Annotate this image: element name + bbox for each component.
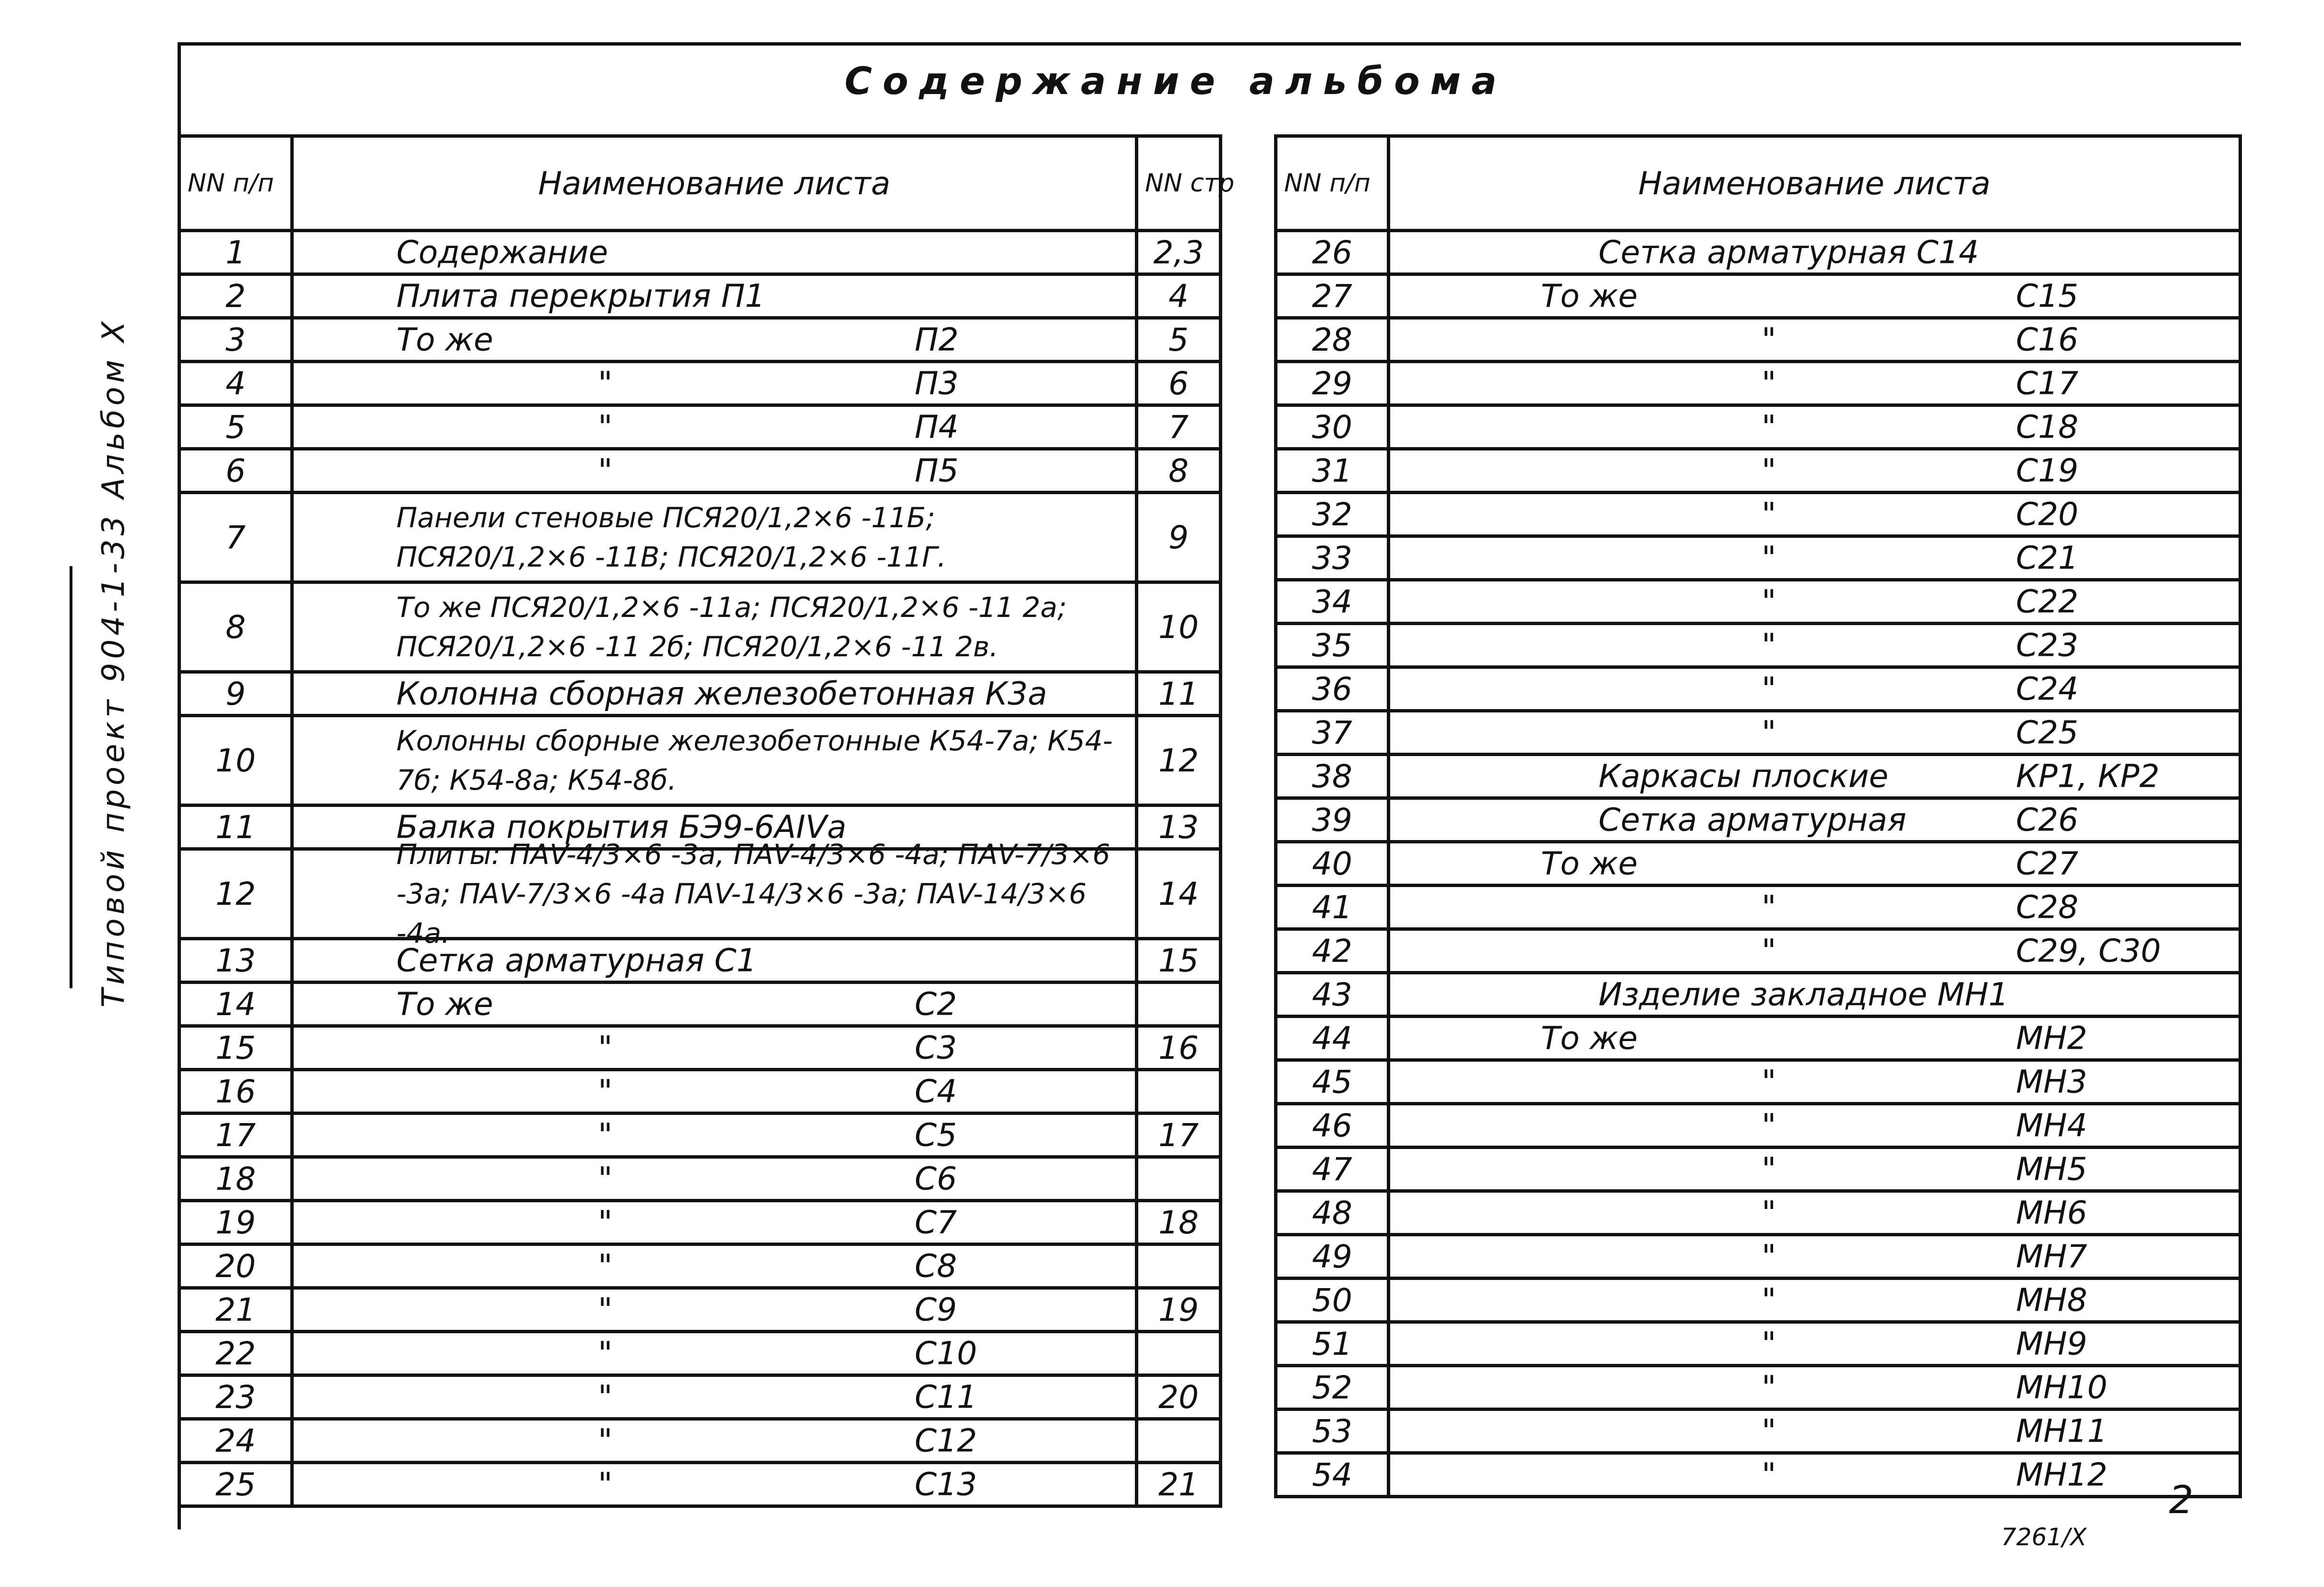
sheet-code: МН2 <box>2016 1019 2087 1057</box>
sheet-code: П3 <box>915 365 959 402</box>
table-row <box>179 983 1221 1026</box>
sheet-name: " <box>598 365 613 402</box>
sheet-code: С17 <box>2016 365 2079 402</box>
row-number: 41 <box>1276 886 1389 929</box>
sheet-code: С9 <box>915 1291 957 1328</box>
header-page: NN стр <box>1137 136 1221 231</box>
page-ref <box>1137 1332 1221 1375</box>
table-row <box>1276 973 2241 1017</box>
sheet-name: Панели стеновые ПСЯ20/1,2×6 -11Б; ПСЯ20/1,2×6 -11В; ПСЯ20/1,2×6 -11Г. <box>396 501 946 573</box>
page-ref: 2,3 <box>1137 231 1221 274</box>
page-ref: 12 <box>1137 716 1221 805</box>
album-title: Содержание альбома <box>845 60 1507 103</box>
sheet-name: " <box>1762 452 1776 489</box>
row-title <box>1389 1322 2241 1366</box>
table-row <box>179 405 1221 449</box>
sheet-name: " <box>1762 321 1776 358</box>
sheet-code: МН3 <box>2016 1063 2087 1101</box>
row-number: 23 <box>179 1375 292 1419</box>
row-number: 51 <box>1276 1322 1389 1366</box>
header-row <box>1276 136 2241 231</box>
row-number: 8 <box>179 582 292 672</box>
row-title <box>1389 449 2241 493</box>
sheet-name: " <box>1762 1325 1776 1362</box>
sheet-name: " <box>1762 932 1776 970</box>
sheet-name: " <box>598 1247 613 1285</box>
row-number: 6 <box>179 449 292 493</box>
sheet-code: С12 <box>915 1422 977 1459</box>
sheet-code: С28 <box>2016 888 2079 926</box>
row-number: 31 <box>1276 449 1389 493</box>
row-title <box>292 1201 1137 1244</box>
table-row <box>1276 274 2241 318</box>
row-title <box>292 672 1137 716</box>
page-ref: 11 <box>1137 672 1221 716</box>
row-number: 1 <box>179 231 292 274</box>
page-ref <box>1137 1157 1221 1201</box>
table-row <box>179 1201 1221 1244</box>
row-title <box>1389 405 2241 449</box>
page-ref: 10 <box>1137 582 1221 672</box>
row-title <box>1389 1366 2241 1409</box>
row-title <box>1389 1017 2241 1060</box>
sheet-code: МН8 <box>2016 1281 2087 1319</box>
sheet-code: С19 <box>2016 452 2079 489</box>
drawing-code: 7261/Х <box>2001 1523 2087 1551</box>
sheet-code: С26 <box>2016 801 2079 839</box>
row-title <box>292 1157 1137 1201</box>
row-number: 9 <box>179 672 292 716</box>
sheet-code: С22 <box>2016 583 2079 620</box>
row-title <box>292 318 1137 362</box>
row-number: 10 <box>179 716 292 805</box>
sheet-code: С27 <box>2016 845 2079 882</box>
sheet-name: " <box>598 1204 613 1241</box>
table-row <box>1276 929 2241 973</box>
sheet-name: То же <box>1541 277 1638 315</box>
sheet-name: " <box>1762 670 1776 708</box>
sheet-code: С15 <box>2016 277 2079 315</box>
sheet-code: МН6 <box>2016 1194 2087 1232</box>
sheet-name: " <box>1762 1456 1776 1493</box>
table-row <box>1276 667 2241 711</box>
sheet-code: С8 <box>915 1247 957 1285</box>
row-title <box>1389 1409 2241 1453</box>
sheet-name: Содержание <box>396 234 608 271</box>
sheet-name: " <box>598 408 613 446</box>
row-number: 29 <box>1276 362 1389 405</box>
row-title <box>292 1244 1137 1288</box>
row-number: 40 <box>1276 842 1389 886</box>
table-row <box>1276 1191 2241 1235</box>
row-number: 5 <box>179 405 292 449</box>
sheet-name: Колонны сборные железобетонные К54-7а; К54-7б; К54-8а; К54-8б. <box>396 724 1113 796</box>
row-title <box>292 1375 1137 1419</box>
row-number: 7 <box>179 493 292 582</box>
sheet-code: С23 <box>2016 627 2079 664</box>
table-row <box>1276 1148 2241 1191</box>
sheet-code: С6 <box>915 1160 957 1197</box>
row-title <box>292 1288 1137 1332</box>
sheet-name: " <box>1762 539 1776 577</box>
page-ref: 20 <box>1137 1375 1221 1419</box>
sheet-name: " <box>1762 583 1776 620</box>
page-ref: 14 <box>1137 849 1221 939</box>
table-row <box>179 1332 1221 1375</box>
table-row <box>1276 1453 2241 1497</box>
page-ref: 6 <box>1137 362 1221 405</box>
table-row <box>1276 1235 2241 1279</box>
row-title <box>292 1332 1137 1375</box>
row-number: 38 <box>1276 755 1389 798</box>
sheet-code: С5 <box>915 1116 957 1154</box>
sheet-code: С2 <box>915 985 957 1023</box>
row-number: 52 <box>1276 1366 1389 1409</box>
row-number: 28 <box>1276 318 1389 362</box>
table-row <box>1276 1409 2241 1453</box>
table-row <box>179 362 1221 405</box>
page-ref <box>1137 1070 1221 1113</box>
row-number: 42 <box>1276 929 1389 973</box>
row-title <box>292 274 1137 318</box>
row-title <box>1389 667 2241 711</box>
row-number: 22 <box>179 1332 292 1375</box>
sheet-name: " <box>598 1422 613 1459</box>
page-number: 2 <box>2169 1478 2193 1522</box>
row-number: 43 <box>1276 973 1389 1017</box>
row-title <box>292 449 1137 493</box>
row-title <box>1389 929 2241 973</box>
table-row <box>1276 449 2241 493</box>
sheet-name: " <box>598 1291 613 1328</box>
table-row <box>1276 711 2241 755</box>
sheet-name: То же <box>1541 1019 1638 1057</box>
row-title <box>292 493 1137 582</box>
row-title <box>292 1463 1137 1506</box>
sheet-code: С29, С30 <box>2016 932 2161 970</box>
page-ref: 16 <box>1137 1026 1221 1070</box>
row-title <box>292 1113 1137 1157</box>
page-ref: 4 <box>1137 274 1221 318</box>
row-title <box>292 716 1137 805</box>
row-title <box>1389 231 2241 274</box>
table-row <box>179 449 1221 493</box>
table-row <box>179 849 1221 939</box>
sheet-name: " <box>1762 1238 1776 1275</box>
table-row <box>179 1419 1221 1463</box>
page-ref: 9 <box>1137 493 1221 582</box>
table-row <box>1276 318 2241 362</box>
row-title <box>1389 798 2241 842</box>
row-number: 12 <box>179 849 292 939</box>
header-row <box>179 136 1221 231</box>
table-row <box>179 1113 1221 1157</box>
row-title <box>292 983 1137 1026</box>
sheet-code: МН4 <box>2016 1107 2087 1144</box>
table-row <box>179 939 1221 983</box>
side-stamp: Типовой проект 904-1-33 Альбом Х <box>96 317 131 1007</box>
row-number: 49 <box>1276 1235 1389 1279</box>
sheet-name: Балка покрытия БЭ9-6АIVа <box>396 808 846 846</box>
row-title <box>1389 886 2241 929</box>
row-title <box>1389 624 2241 667</box>
page-ref: 7 <box>1137 405 1221 449</box>
row-number: 3 <box>179 318 292 362</box>
table-row <box>179 582 1221 672</box>
row-number: 25 <box>179 1463 292 1506</box>
row-title <box>292 1026 1137 1070</box>
row-title <box>1389 1235 2241 1279</box>
table-row <box>179 318 1221 362</box>
sheet-name: " <box>598 1335 613 1372</box>
sheet-name: То же <box>396 985 493 1023</box>
row-title <box>1389 1104 2241 1148</box>
table-row <box>179 493 1221 582</box>
page-ref: 15 <box>1137 939 1221 983</box>
sheet-code: С18 <box>2016 408 2079 446</box>
row-number: 54 <box>1276 1453 1389 1497</box>
row-number: 47 <box>1276 1148 1389 1191</box>
row-title <box>292 1070 1137 1113</box>
table-row <box>179 1463 1221 1506</box>
sheet-code: П5 <box>915 452 959 489</box>
sheet-name: " <box>598 452 613 489</box>
contents-table-left <box>178 134 1235 1508</box>
sheet-code: МН5 <box>2016 1150 2087 1188</box>
sheet-code: МН7 <box>2016 1238 2087 1275</box>
row-title <box>1389 711 2241 755</box>
sheet-name: " <box>598 1029 613 1066</box>
table-row <box>1276 231 2241 274</box>
sheet-name: " <box>1762 408 1776 446</box>
row-title <box>1389 580 2241 624</box>
row-number: 2 <box>179 274 292 318</box>
row-title <box>292 838 1137 949</box>
sheet-code: П4 <box>915 408 959 446</box>
row-number: 18 <box>179 1157 292 1201</box>
sheet-code: С24 <box>2016 670 2079 708</box>
sheet-name: " <box>1762 888 1776 926</box>
row-title <box>292 405 1137 449</box>
row-number: 39 <box>1276 798 1389 842</box>
sheet-name: Изделие закладное МН1 <box>1598 976 2009 1013</box>
table-row <box>179 1157 1221 1201</box>
page-ref <box>1137 983 1221 1026</box>
row-title <box>1389 493 2241 536</box>
table-row <box>1276 536 2241 580</box>
sheet-name: Колонна сборная железобетонная К3а <box>396 675 1048 712</box>
sheet-name: " <box>598 1116 613 1154</box>
sheet-name: " <box>1762 714 1776 751</box>
table-row <box>1276 1366 2241 1409</box>
sheet-name: " <box>1762 1063 1776 1101</box>
sheet-code: С20 <box>2016 496 2079 533</box>
sheet-code: С7 <box>915 1204 957 1241</box>
row-number: 11 <box>179 805 292 849</box>
sheet-code: МН9 <box>2016 1325 2087 1362</box>
sheet-name: " <box>598 1378 613 1416</box>
row-number: 53 <box>1276 1409 1389 1453</box>
row-title <box>292 231 1137 274</box>
page-ref: 21 <box>1137 1463 1221 1506</box>
page-ref <box>1137 1244 1221 1288</box>
table-row <box>1276 1017 2241 1060</box>
sheet-name: Сетка арматурная <box>1598 801 1907 839</box>
sheet-code: С10 <box>915 1335 977 1372</box>
sheet-name: То же <box>396 321 493 358</box>
sheet-code: КР1, КР2 <box>2016 758 2160 795</box>
sheet-name: " <box>598 1073 613 1110</box>
row-title <box>292 939 1137 983</box>
sheet-name: " <box>1762 1150 1776 1188</box>
contents-table-right <box>1274 134 2242 1498</box>
row-title <box>1389 362 2241 405</box>
table-row <box>1276 842 2241 886</box>
table-row <box>1276 580 2241 624</box>
sheet-name: Сетка арматурная С1 <box>396 942 757 979</box>
table-row <box>1276 362 2241 405</box>
sheet-code: С11 <box>915 1378 977 1416</box>
table-row <box>1276 1279 2241 1322</box>
row-number: 48 <box>1276 1191 1389 1235</box>
row-title <box>1389 318 2241 362</box>
sheet-name: " <box>1762 1281 1776 1319</box>
row-title <box>292 582 1137 672</box>
row-title <box>1389 755 2241 798</box>
sheet-name: " <box>598 1466 613 1503</box>
table-row <box>1276 798 2241 842</box>
row-number: 34 <box>1276 580 1389 624</box>
page-ref: 17 <box>1137 1113 1221 1157</box>
table-row <box>179 716 1221 805</box>
sheet-name: " <box>1762 627 1776 664</box>
row-number: 36 <box>1276 667 1389 711</box>
row-number: 21 <box>179 1288 292 1332</box>
sheet-code: П2 <box>915 321 959 358</box>
table-row <box>1276 755 2241 798</box>
sheet-name: " <box>1762 1369 1776 1406</box>
row-title <box>1389 1279 2241 1322</box>
row-number: 32 <box>1276 493 1389 536</box>
table-row <box>1276 1060 2241 1104</box>
row-number: 17 <box>179 1113 292 1157</box>
table-row <box>179 672 1221 716</box>
row-number: 4 <box>179 362 292 405</box>
row-title <box>1389 1191 2241 1235</box>
table-row <box>1276 624 2241 667</box>
row-title <box>1389 842 2241 886</box>
row-number: 24 <box>179 1419 292 1463</box>
row-number: 27 <box>1276 274 1389 318</box>
row-number: 14 <box>179 983 292 1026</box>
table-row <box>179 1070 1221 1113</box>
sheet-name: Плиты: ПАV-4/3×6 -3а, ПАV-4/3×6 -4а; ПАV-7/3×6 -3а; ПАV-7/3×6 -4а ПАV-14/3×6 -3а; ПАV-14/3×6 -4а. <box>396 838 1110 949</box>
side-rule <box>70 566 72 988</box>
sheet-code: С3 <box>915 1029 957 1066</box>
row-number: 20 <box>179 1244 292 1288</box>
row-number: 45 <box>1276 1060 1389 1104</box>
row-number: 19 <box>179 1201 292 1244</box>
table-row <box>179 1375 1221 1419</box>
page-ref: 19 <box>1137 1288 1221 1332</box>
header-name: Наименование листа <box>292 136 1137 231</box>
table-row <box>179 1244 1221 1288</box>
row-title <box>1389 1060 2241 1104</box>
row-number: 13 <box>179 939 292 983</box>
table-row <box>1276 405 2241 449</box>
row-number: 26 <box>1276 231 1389 274</box>
row-title <box>292 362 1137 405</box>
row-title <box>1389 1148 2241 1191</box>
sheet-code: С21 <box>2016 539 2079 577</box>
row-title <box>292 1419 1137 1463</box>
row-title <box>1389 536 2241 580</box>
table-row <box>179 1288 1221 1332</box>
row-title <box>1389 274 2241 318</box>
sheet-name: " <box>1762 496 1776 533</box>
sheet-code: С25 <box>2016 714 2079 751</box>
sheet-code: МН12 <box>2016 1456 2108 1493</box>
sheet-name: То же ПСЯ20/1,2×6 -11а; ПСЯ20/1,2×6 -11 2а; ПСЯ20/1,2×6 -11 2б; ПСЯ20/1,2×6 -11 2в. <box>396 591 1067 663</box>
row-number: 33 <box>1276 536 1389 580</box>
sheet-name: " <box>1762 1412 1776 1450</box>
table-row <box>1276 493 2241 536</box>
sheet-name: Каркасы плоские <box>1598 758 1889 795</box>
sheet-name: " <box>598 1160 613 1197</box>
sheet-name: То же <box>1541 845 1638 882</box>
page-ref <box>1137 1419 1221 1463</box>
row-number: 50 <box>1276 1279 1389 1322</box>
row-number: 44 <box>1276 1017 1389 1060</box>
table-row <box>179 274 1221 318</box>
page-ref: 18 <box>1137 1201 1221 1244</box>
sheet-name: " <box>1762 1194 1776 1232</box>
page-ref: 5 <box>1137 318 1221 362</box>
row-number: 16 <box>179 1070 292 1113</box>
table-row <box>1276 886 2241 929</box>
sheet-name: " <box>1762 365 1776 402</box>
row-number: 15 <box>179 1026 292 1070</box>
sheet-code: МН11 <box>2016 1412 2108 1450</box>
table-row <box>1276 1322 2241 1366</box>
sheet-name: Плита перекрытия П1 <box>396 277 765 315</box>
row-number: 46 <box>1276 1104 1389 1148</box>
header-name: Наименование листа <box>1389 136 2241 231</box>
row-title <box>1389 1453 2241 1497</box>
page-ref: 8 <box>1137 449 1221 493</box>
table-row <box>179 1026 1221 1070</box>
sheet-name: Сетка арматурная С14 <box>1598 234 1979 271</box>
row-title <box>1389 973 2241 1017</box>
page-ref: 13 <box>1137 805 1221 849</box>
header-num: NN п/п <box>1276 136 1389 231</box>
row-number: 37 <box>1276 711 1389 755</box>
sheet-code: С4 <box>915 1073 957 1110</box>
header-num: NN п/п <box>179 136 292 231</box>
row-number: 35 <box>1276 624 1389 667</box>
row-number: 30 <box>1276 405 1389 449</box>
sheet-code: С13 <box>915 1466 977 1503</box>
sheet-name: " <box>1762 1107 1776 1144</box>
sheet-code: МН10 <box>2016 1369 2108 1406</box>
table-row <box>1276 1104 2241 1148</box>
table-row <box>179 231 1221 274</box>
sheet-code: С16 <box>2016 321 2079 358</box>
